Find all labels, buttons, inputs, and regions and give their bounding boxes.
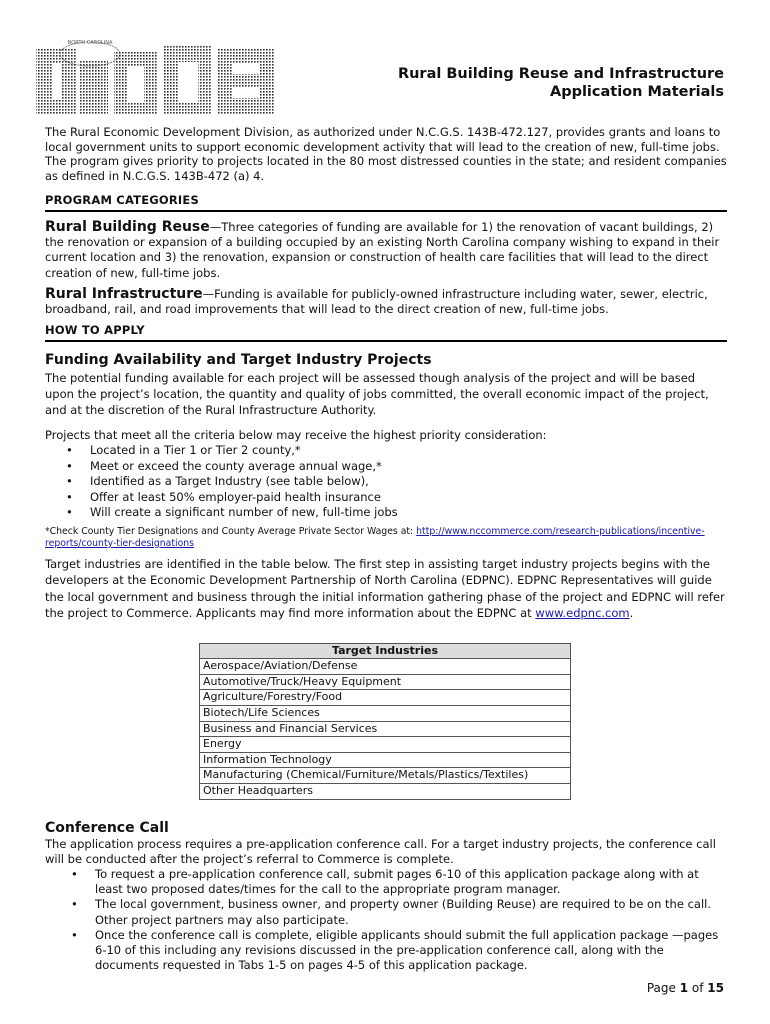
table-row bbox=[200, 721, 571, 737]
target-industries-text: Target industries are identified in the table below. The first step in assisting target industry projects begins with the developers at the Economic Development Partnership of North Carolina (EDPNC). EDPNC Representatives will guide the local government and business through the initial information gathering phase of the project and EDPNC will refer the project to Commerce. Applicants may find more information about the EDPNC at bbox=[45, 557, 725, 620]
conference-call-paragraph: The application process requires a pre-application conference call. For a target industry projects, the conference call will be conducted after the project’s referral to Commerce is complete. bbox=[45, 836, 716, 866]
document-title bbox=[398, 65, 724, 101]
table-row bbox=[200, 659, 571, 675]
svg-text:NORTH CAROLINA: NORTH CAROLINA bbox=[67, 40, 113, 46]
rural-building-reuse-lead: Rural Building Reuse bbox=[45, 218, 210, 235]
criteria-intro: Projects that meet all the criteria below may receive the highest priority consideration: bbox=[45, 427, 547, 442]
criteria-list bbox=[45, 443, 727, 521]
funding-availability-paragraph: The potential funding available for each project will be assessed though analysis of the project and will be based upon the project’s location, the quantity and quality of jobs committed, the overall economic impact of the project, and at the discretion of the Rural Infrastructure Authority. bbox=[45, 370, 709, 418]
table-cell: Energy bbox=[200, 737, 571, 753]
tier-note bbox=[45, 526, 727, 550]
table-header: Target Industries bbox=[200, 644, 571, 659]
list-item: • Offer at least 50% employer-paid health insurance bbox=[90, 490, 727, 506]
list-item: • To request a pre-application conference call, submit pages 6-10 of this application package along with at least two proposed dates/times for the call to the appropriate program manager. bbox=[95, 867, 727, 897]
table-header-row bbox=[200, 644, 571, 659]
target-industries-end: . bbox=[629, 605, 634, 620]
edpnc-link[interactable]: www.edpnc.com bbox=[535, 605, 630, 620]
table-cell: Automotive/Truck/Heavy Equipment bbox=[200, 674, 571, 690]
list-item: • Will create a significant number of new, full-time jobs bbox=[90, 505, 727, 521]
conference-call-list bbox=[45, 867, 727, 973]
list-item: • The local government, business owner, and property owner (Building Reuse) are required to be on the call. Other project partners may also participate. bbox=[95, 897, 727, 927]
target-industries-table bbox=[199, 643, 571, 799]
table-row bbox=[200, 752, 571, 768]
title-line-2: Application Materials bbox=[549, 84, 724, 100]
tier-note-text: *Check County Tier Designations and County Average Private Sector Wages at: bbox=[45, 525, 417, 537]
of-label: of bbox=[691, 981, 704, 995]
table-cell: Manufacturing (Chemical/Furniture/Metals/Plastics/Textiles) bbox=[200, 768, 571, 784]
table-cell: Biotech/Life Sciences bbox=[200, 706, 571, 722]
rural-building-reuse-text: —Three categories of funding are available for 1) the renovation of vacant buildings, 2) the renovation or expansion of a building occupied by an existing North Carolina company wishing to expand in their current location and 3) the renovation, expansion or construction of health care facilities that will lead to the direct creation of new, full-time jobs. bbox=[45, 219, 720, 280]
rural-building-reuse-paragraph bbox=[45, 220, 727, 281]
rural-infrastructure-lead: Rural Infrastructure bbox=[45, 285, 203, 302]
list-item: • Meet or exceed the county average annual wage,* bbox=[90, 459, 727, 475]
list-item: • Identified as a Target Industry (see table below), bbox=[90, 474, 727, 490]
title-line-1: Rural Building Reuse and Infrastructure bbox=[397, 66, 724, 82]
table-row bbox=[200, 737, 571, 753]
intro-paragraph: The Rural Economic Development Division, as authorized under N.C.G.S. 143B-472.127, provides grants and loans to local government units to support economic development activity that will lead to the creation of new, full-time jobs. The program gives priority to projects located in the 80 most distressed counties in the state; and resident companies as defined in N.C.G.S. 143B-472 (a) 4. bbox=[45, 125, 727, 183]
page-label: Page bbox=[646, 981, 676, 995]
page-number: 1 bbox=[679, 981, 689, 995]
state-seal-logo bbox=[32, 34, 278, 118]
program-categories-heading: PROGRAM CATEGORIES bbox=[45, 193, 727, 212]
rural-infrastructure-paragraph bbox=[45, 287, 727, 317]
table-row bbox=[200, 706, 571, 722]
county-tier-link[interactable]: http://www.nccommerce.com/research-publications/incentive-reports/county-tier-designations bbox=[45, 525, 705, 549]
list-item: • Located in a Tier 1 or Tier 2 county,* bbox=[90, 443, 727, 459]
table-cell: Aerospace/Aviation/Defense bbox=[200, 659, 571, 675]
rural-infrastructure-text: —Funding is available for publicly-owned infrastructure including water, sewer, electric, broadband, rail, and road improvements that will lead to the direct creation of new, full-time jobs. bbox=[45, 286, 708, 316]
table-cell: Business and Financial Services bbox=[200, 721, 571, 737]
table-row bbox=[200, 784, 571, 800]
how-to-apply-heading: HOW TO APPLY bbox=[45, 323, 727, 342]
table-row bbox=[200, 768, 571, 784]
funding-availability-heading: Funding Availability and Target Industry Projects bbox=[45, 351, 432, 368]
list-item: • Once the conference call is complete, eligible applicants should submit the full application package —pages 6-10 of this including any revisions discussed in the pre-application conference call, along with the documents requested in Tabs 1-5 on pages 4-5 of this application package. bbox=[95, 928, 727, 974]
table-cell: Agriculture/Forestry/Food bbox=[200, 690, 571, 706]
page-footer bbox=[647, 981, 724, 995]
table-cell: Information Technology bbox=[200, 752, 571, 768]
table-row bbox=[200, 690, 571, 706]
conference-call-heading: Conference Call bbox=[45, 819, 169, 836]
page-total: 15 bbox=[707, 981, 724, 995]
target-industries-paragraph bbox=[45, 556, 727, 621]
table-row bbox=[200, 674, 571, 690]
document-body bbox=[45, 125, 727, 973]
table-cell: Other Headquarters bbox=[200, 784, 571, 800]
